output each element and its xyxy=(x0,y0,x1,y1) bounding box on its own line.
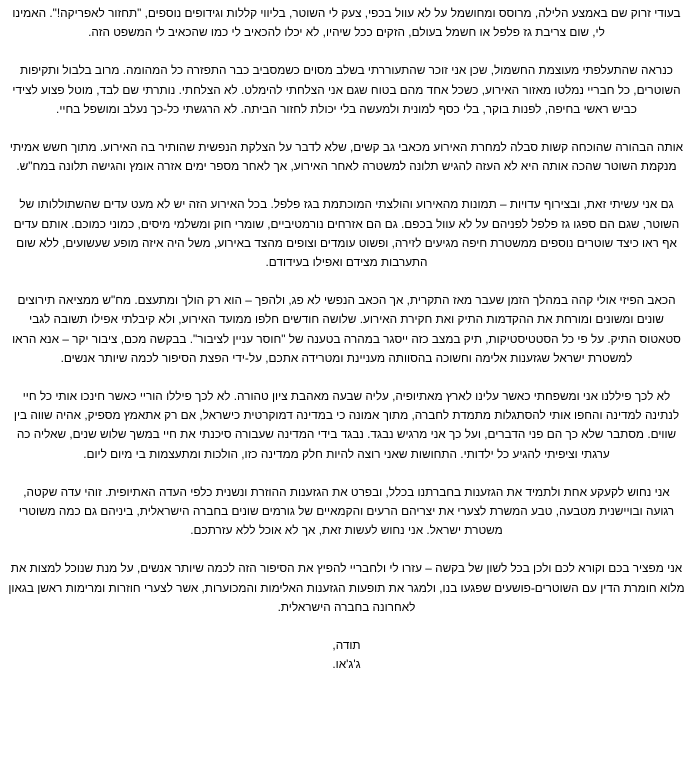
signoff-thanks: תודה, xyxy=(332,638,361,653)
paragraph-8: אני מפציר בכם וקורא לכם ולכן בכל לשון של בקשה – עזרו לי ולחבריי להפיץ את הסיפור הזה לכמה שיותר אנשים, על מנת שנוכל למצות את מלוא חומרת הדין עם השוטרים-פושעים שפגעו בנו, ולמגר את תופעות הגזענות האלימות והמכוערות, אשר לצערי חוזרות ומרימות ראשן בגאון לאחרונה בחברה הישראלית. xyxy=(8,561,685,614)
signoff-name: ג'ג'או. xyxy=(332,657,361,672)
signoff xyxy=(8,636,685,674)
paragraph-7: אני נחוש לקעקע אחת ולתמיד את הגזענות בחברתנו בכלל, ובפרט את הגזענות ההוזרת ונשנית כלפי העדה האתיופית. זוהי עדה שקטה, רגועה ובויישנית מטבעה, טבע המשרת לצערי את יצריהם הרעים והקמאיים של גורמים שונים בחברה הישראלית, ביניהם גם כמה משוטרי משטרת ישראל. אני נחוש לעשות זאת, אך לא אוכל ללא עזרתכם. xyxy=(18,484,675,538)
paragraph-4: גם אני עשיתי זאת, ובצירוף עדויות – תמונות מהאירוע והולצתי המוכתמת בגז פלפל. בכל האירוע הזה יש לא מעט עדים שהשתוללותו של השוטר, שגם הם ספגו גז פלפל לפניהם על לא עוול בכפם. גם הם אזרחים נורמטיביים, שומרי חוק ומשלמי מיסים, כמוני כמוכם. אותם עדים אף ראו כיצד שוטרים נוספים ממשטרת חיפה מגיעים לזירה, ופשוט עומדים וצופים מהצד באירוע, משל היה איזה מופע שעשועים, ללא שום התערבות מצידם ואפילו בעידודם. xyxy=(13,197,680,270)
paragraph-1: בעודי זרוק שם באמצע הלילה, מרוסס ומחושמל על לא עוול בכפי, צעק לי השוטר, בליווי קללות וגידופים נוספים, "תחזור לאפריקה!". האמינו לי, שום צריבת גז פלפל או חשמל בעולם, הזקים ככל שיהיו, לא יכלו להכאיב לי כמו שהכאיב לי המשפט הזה. xyxy=(12,6,681,40)
paragraph-3: אותה הבהורה שהוכחה קשות סבלה למחרת האירוע מכאבי גב קשים, שלא לדבר על הצלקת הנפשית שהותיר בה האירוע. מתוך חשש אמיתי מנקמת השוטר שהכה אותה היא לא העזה להגיש תלונה למשטרה לאחר האירוע, אך לאחר מספר ימים אזרה אומץ והגישה תלונה במח"ש. xyxy=(9,140,684,174)
paragraph-5: הכאב הפיזי אולי קהה במהלך הזמן שעבר מאז התקרית, אך הכאב הנפשי לא פג, ולהפך – הוא רק הולך ומתעצם. מח"ש ממציאה תירוצים שונים ומשונים ומורחת את ההקדמות התיק ואת חקירת האירוע. שלושה חודשים חלפו ממועד האירוע, ולא קיבלתי אפילו תשובה לגבי סטאטוס התיק. על פי כל הסטטיסטיקות, תיק במצב כזה ייסגר במהרה בטענה של "חוסר עניין לציבור". בבקשה מכם, ציבור יקר – אנא הראו למשטרת ישראל שגזענות אלימה וחשוכה בהסוותה מעניינת ומטרידה אתכם, על-ידי הפצת הסיפור לכמה שיותר אנשים. xyxy=(12,293,681,365)
paragraph-6: לא לכך פיללנו אני ומשפחתי כאשר עלינו לארץ מאתיופיה, עליה שבעה מאהבת ציון טהורה. לא לכך פיללו הוריי כאשר חינכו אותי כל חיי לנתינה למדינה והחפו אותי להסתגלות מתמדת לחברה, מתוך אמונה כי במדינה דמוקרטית כישראל, אם רק אתאמץ מספיק, אהיה שווה בין שווים. מסתבר שלא כך הם פני הדברים, ועל כך אני מרגיש נבגד. נבגד בידי המדינה שעבורה סיכנתי את חיי במשך שלוש שנים, שאליה כה ערגתי וציפיתי להגיע כל ילדותי. התחושות שאני רוצה להיות חלק ממדינה כזו, הולכות ומתעצמות בי מיום ליום. xyxy=(13,389,680,461)
paragraph-2: כנראה שהתעלפתי מעוצמת החשמול, שכן אני זוכר שהתעוררתי בשלב מסוים כשמסביב כבר התפזרה כל המהומה. מרוב בלבול ותקיפות השוטרים, כל חבריי נמלטו מאזור האירוע, כשכל אחד מהם בטוח שגם אני הצלחתי להימלט. לא הצלחתי. נותרתי שם לבד, מוטל פצוע לצידי כביש ראשי בחיפה, לפנות בוקר, בלי כסף למונית ולמעשה בלי יכולת לחזור הביתה. לא הרגשתי כל-כך נעלב ומושפל בחיי. xyxy=(12,63,681,116)
